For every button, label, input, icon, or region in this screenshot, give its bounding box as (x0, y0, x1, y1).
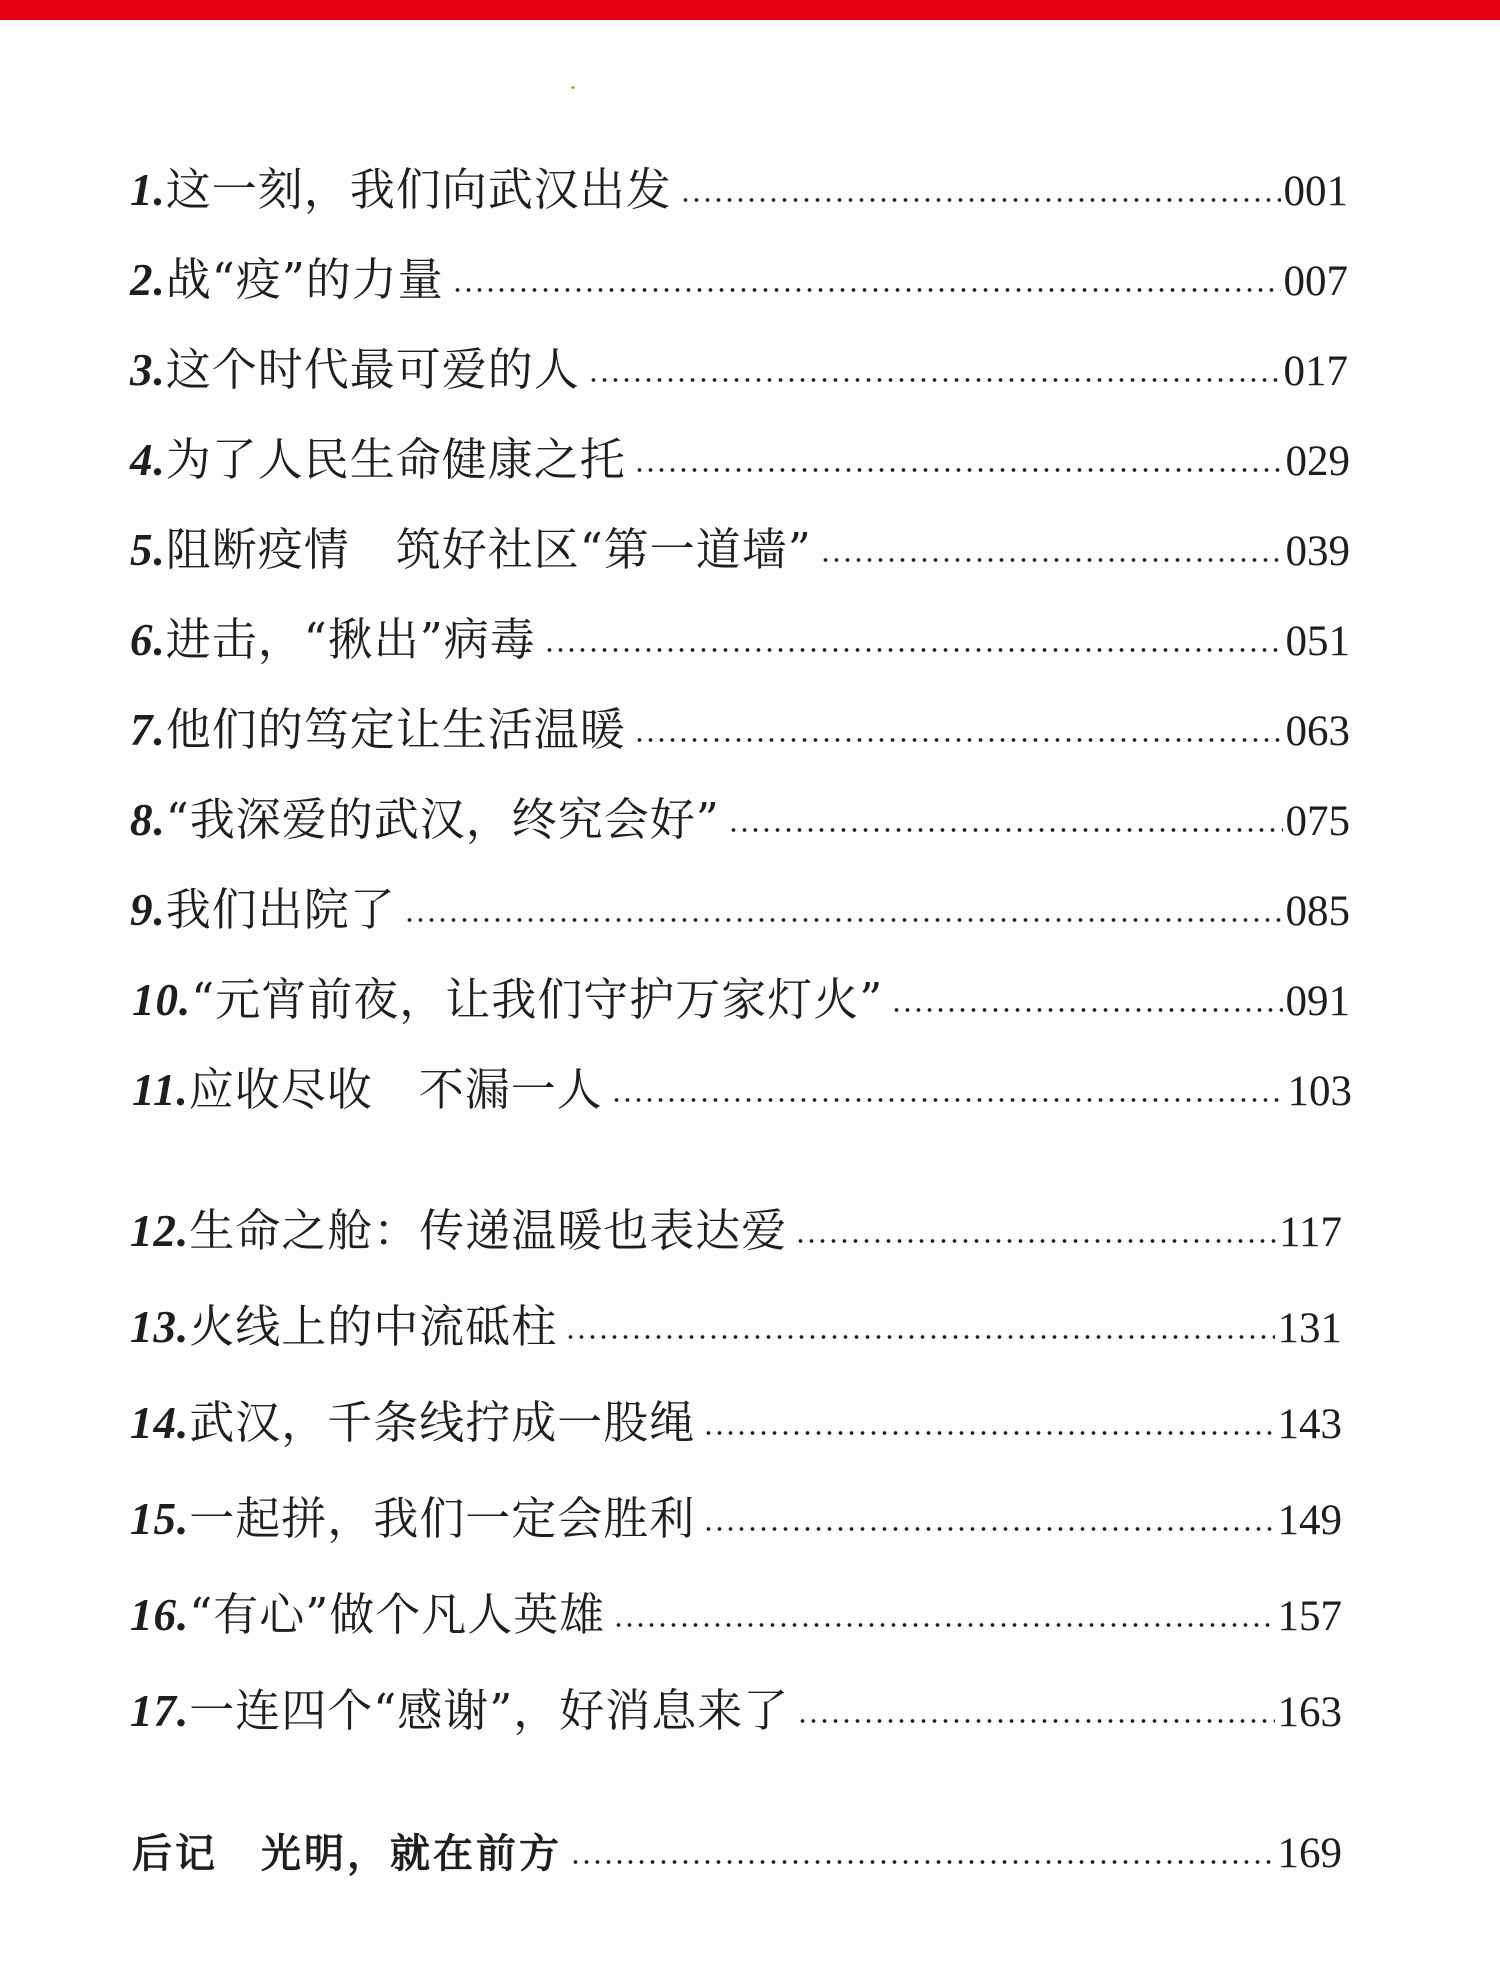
toc-entry-number: 3. (130, 345, 166, 395)
dot-leader (452, 287, 1281, 293)
toc-entry-title: 一起拼，我们一定会胜利 (189, 1492, 696, 1545)
dot-leader (544, 647, 1283, 653)
dot-leader (728, 827, 1283, 833)
dot-leader (611, 1097, 1285, 1103)
toc-entry-title: “元宵前夜，让我们守护万家灯火” (191, 973, 884, 1026)
dot-leader (703, 1430, 1274, 1436)
toc-entry-title: 战“疫”的力量 (165, 253, 444, 306)
toc-entry-16[interactable] (130, 1588, 1342, 1641)
toc-entry-number: 12. (130, 1206, 190, 1256)
toc-entry-page: 103 (1287, 1068, 1352, 1115)
toc-entry-4[interactable] (130, 433, 1350, 486)
dot-leader (795, 1238, 1276, 1244)
toc-entry-title: 一连四个“感谢”，好消息来了 (189, 1684, 790, 1737)
toc-entry-number: 2. (130, 255, 166, 305)
toc-entry-title: 进击，“揪出”病毒 (165, 613, 536, 666)
toc-entry-page: 017 (1283, 348, 1348, 395)
toc-entry-number: 4. (130, 435, 166, 485)
toc-entry-number: 6. (130, 615, 166, 665)
toc-entry-title: 火线上的中流砥柱 (189, 1300, 558, 1353)
toc-entry-10[interactable] (132, 973, 1350, 1026)
toc-entry-page: 163 (1277, 1689, 1342, 1736)
toc-entry-17[interactable] (130, 1684, 1342, 1737)
toc-entry-title: 生命之舱：传递温暖也表达爱 (189, 1204, 788, 1257)
toc-entry-page: 007 (1283, 258, 1348, 305)
toc-entry-number: 11. (132, 1065, 189, 1115)
toc-entry-7[interactable] (130, 703, 1350, 756)
dot-leader (634, 467, 1283, 473)
toc-entry-number: 14. (130, 1398, 190, 1448)
toc-entry-page: 001 (1283, 168, 1348, 215)
toc-entry-13[interactable] (130, 1300, 1342, 1353)
toc-entry-page: 117 (1279, 1209, 1342, 1256)
toc-entry-page: 063 (1285, 708, 1350, 755)
toc-afterword-title: 后记 光明，就在前方 (132, 1830, 562, 1877)
toc-entry-title: 他们的笃定让生活温暖 (165, 703, 626, 756)
toc-entry-title: 武汉，千条线拧成一股绳 (189, 1396, 696, 1449)
dot-leader (634, 737, 1283, 743)
toc-entry-page: 149 (1277, 1497, 1342, 1544)
toc-entry-number: 9. (130, 885, 166, 935)
toc-entry-title: “有心”做个凡人英雄 (189, 1588, 606, 1641)
dot-leader (820, 557, 1283, 563)
toc-entry-title: 应收尽收 不漏一人 (188, 1063, 603, 1116)
toc-entry-6[interactable] (130, 613, 1350, 666)
dot-leader (797, 1718, 1274, 1724)
toc-entry-title: 阻断疫情 筑好社区“第一道墙” (165, 523, 812, 576)
dot-leader (891, 1007, 1282, 1013)
toc-entry-2[interactable] (130, 253, 1348, 306)
toc-entry-page: 039 (1285, 528, 1350, 575)
toc-entry-number: 10. (132, 975, 192, 1025)
toc-entry-number: 17. (130, 1686, 190, 1736)
dot-leader (570, 1859, 1275, 1865)
toc-entry-title: 这一刻，我们向武汉出发 (165, 163, 672, 216)
toc-entry-8[interactable] (130, 793, 1350, 846)
toc-entry-number: 16. (130, 1590, 190, 1640)
dot-leader (703, 1526, 1274, 1532)
toc-entry-15[interactable] (130, 1492, 1342, 1545)
toc-entry-title: 这个时代最可爱的人 (165, 343, 580, 396)
dot-leader (680, 197, 1281, 203)
toc-entry-page: 143 (1277, 1401, 1342, 1448)
toc-entry-number: 8. (130, 795, 166, 845)
toc-entry-number: 13. (130, 1302, 190, 1352)
toc-entry-number: 7. (130, 705, 166, 755)
toc-entry-afterword[interactable] (132, 1832, 1342, 1875)
toc-entry-5[interactable] (130, 523, 1350, 576)
dot-leader (588, 377, 1281, 383)
toc-entry-page: 157 (1277, 1593, 1342, 1640)
toc-entry-title: 我们出院了 (165, 883, 396, 936)
toc-entry-1[interactable] (130, 163, 1348, 216)
toc-entry-page: 051 (1285, 618, 1350, 665)
toc-entry-page: 131 (1277, 1305, 1342, 1352)
dot-leader (404, 917, 1283, 923)
toc-entry-page: 085 (1285, 888, 1350, 935)
toc-entry-page: 091 (1285, 978, 1350, 1025)
toc-entry-12[interactable] (130, 1204, 1342, 1257)
toc-entry-number: 5. (130, 525, 166, 575)
toc-entry-11[interactable] (132, 1063, 1352, 1116)
toc-entry-number: 1. (130, 165, 166, 215)
toc-entry-page: 075 (1285, 798, 1350, 845)
dot-leader (613, 1622, 1274, 1628)
toc-entry-3[interactable] (130, 343, 1348, 396)
toc-entry-title: “我深爱的武汉，终究会好” (165, 793, 720, 846)
dot-leader (565, 1334, 1274, 1340)
toc-entry-title: 为了人民生命健康之托 (165, 433, 626, 486)
toc-entry-14[interactable] (130, 1396, 1342, 1449)
toc-afterword-page: 169 (1277, 1830, 1342, 1877)
toc-entry-9[interactable] (130, 883, 1350, 936)
toc-entry-number: 15. (130, 1494, 190, 1544)
toc-entry-page: 029 (1285, 438, 1350, 485)
